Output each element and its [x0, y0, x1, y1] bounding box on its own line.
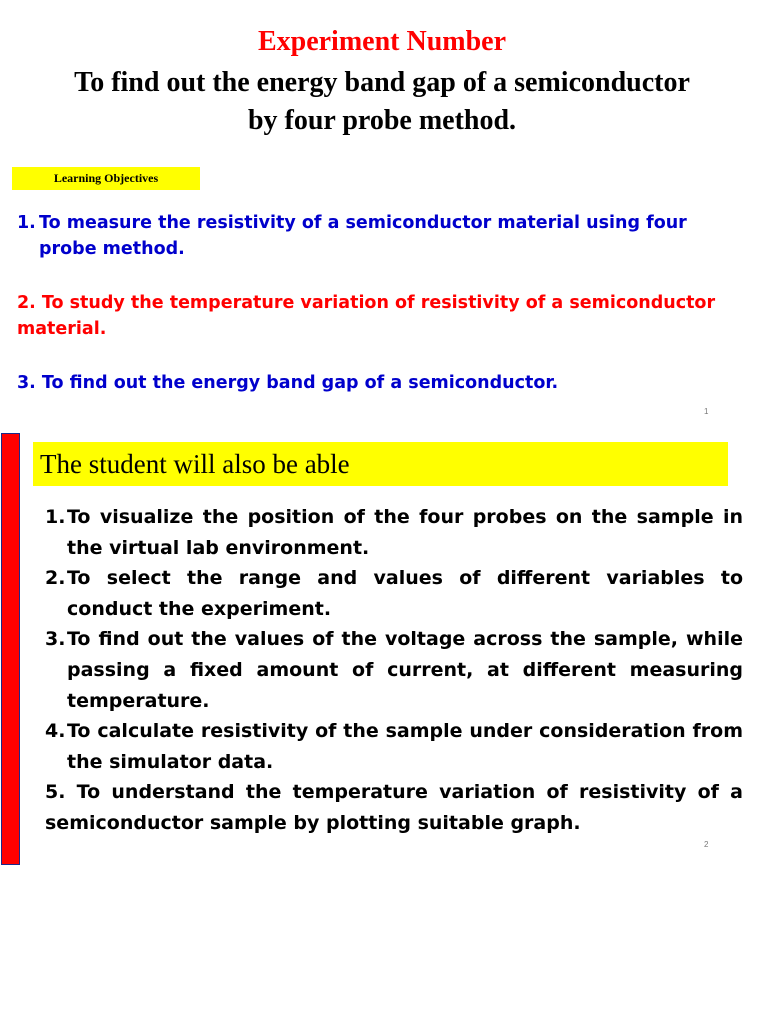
page-number-1: 1	[704, 407, 709, 416]
list-item-text: To calculate resistivity of the sample under consideration from the simulator data.	[67, 720, 743, 773]
list-item	[45, 716, 743, 777]
list-item-text: To find out the values of the voltage across the sample, while passing a fixed amount of current, at different measuring temperature.	[67, 628, 743, 712]
list-item	[45, 563, 743, 624]
objective-1-line-1: To measure the resistivity of a semiconductor material using four	[39, 213, 687, 233]
ability-list	[45, 502, 743, 839]
experiment-title-line-2: by four probe method.	[247, 105, 517, 136]
objective-2	[17, 290, 747, 342]
objective-3-line-1: 3. To find out the energy band gap of a semiconductor.	[17, 373, 559, 393]
slide-1	[0, 0, 768, 430]
student-ability-banner	[33, 442, 728, 486]
list-item-text: To visualize the position of the four probes on the sample in the virtual lab environment.	[67, 506, 743, 559]
objective-2-line-1: 2. To study the temperature variation of resistivity of a semiconductor	[17, 293, 716, 313]
page-number-2: 2	[704, 840, 709, 849]
experiment-title-line-1: To find out the energy band gap of a semiconductor	[74, 67, 690, 98]
list-item-number: 3.	[45, 628, 66, 651]
list-item-number: 2.	[45, 567, 66, 590]
objective-2-line-2: material.	[17, 319, 107, 339]
objective-1-number: 1.	[17, 213, 36, 233]
experiment-number-heading: Experiment Number	[257, 26, 507, 57]
list-item-text: To select the range and values of different variables to conduct the experiment.	[67, 567, 743, 620]
list-item-number: 4.	[45, 720, 66, 743]
learning-objectives-badge: Learning Objectives	[12, 167, 200, 190]
objective-3	[17, 370, 747, 396]
list-item-number: 1.	[45, 506, 66, 528]
experiment-title	[0, 64, 764, 140]
decorative-red-bar	[1, 433, 20, 865]
list-item-last: 5. To understand the temperature variation of resistivity of a semiconductor sample by plotting suitable graph.	[45, 781, 743, 834]
objective-1-line-2: probe method.	[39, 239, 185, 259]
slide-2	[0, 430, 768, 880]
banner-heading: The student will also be able	[40, 449, 350, 479]
list-item	[45, 502, 743, 563]
objective-1	[17, 210, 737, 262]
list-item	[45, 624, 743, 716]
